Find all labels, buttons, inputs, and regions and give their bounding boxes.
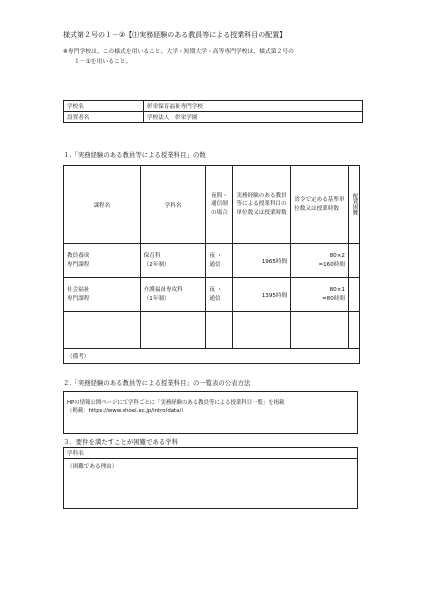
remarks-cell: （備考） bbox=[64, 349, 360, 364]
row-course bbox=[64, 278, 141, 312]
row-std-line2: =80時間 bbox=[322, 295, 345, 302]
header-hours: 実務経験のある教員等による授業科目の単位数又は授業時数 bbox=[233, 166, 291, 244]
note-line-1: ※専門学校は、この様式を用いること。大学・短期大学・高等専門学校は、様式第２号の bbox=[63, 49, 294, 55]
header-department: 学科名 bbox=[140, 166, 206, 244]
header-placement: 配置困難 bbox=[351, 193, 358, 216]
empty-cell bbox=[233, 312, 291, 349]
note-line-2: １－①を用いること。 bbox=[74, 59, 132, 65]
publication-method-box bbox=[63, 391, 358, 434]
row-course-line2: 専門課程 bbox=[67, 261, 90, 268]
header-schedule: 夜間・通信制の場合 bbox=[206, 166, 233, 244]
header-placement-cell bbox=[349, 166, 360, 244]
row-std-line1: 80×1 bbox=[329, 287, 345, 293]
difficulty-reason-label: （困難である理由） bbox=[64, 459, 358, 509]
table-row bbox=[64, 278, 360, 312]
row-placement bbox=[349, 244, 360, 278]
row-department bbox=[140, 278, 206, 312]
row-department bbox=[140, 244, 206, 278]
difficult-department-table bbox=[63, 447, 358, 509]
founder-name-value: 学校法人 彰栄学園 bbox=[144, 112, 363, 123]
header-standard: 省令で定める基準単位数又は授業時数 bbox=[291, 166, 349, 244]
row-sched-line2: 通信 bbox=[209, 295, 221, 302]
empty-cell bbox=[140, 312, 206, 349]
empty-cell bbox=[206, 312, 233, 349]
table-row bbox=[64, 244, 360, 278]
section-3-heading: ３．要件を満たすことが困難である学科 bbox=[63, 438, 179, 446]
row-hours: 1965時間 bbox=[233, 244, 291, 278]
row-dept-line1: 保育科 bbox=[143, 253, 161, 259]
publication-method-cell bbox=[64, 392, 358, 434]
row-dept-line1: 介護福祉専攻科 bbox=[143, 287, 183, 293]
publication-line-1: HPの情報公開ページにて学科ごとに「実務経験のある教員等による授業科目一覧」を掲載 bbox=[67, 400, 285, 406]
row-hours: 1395時間 bbox=[233, 278, 291, 312]
section-1-heading: １.「実務経験のある教員等による授業科目」の数 bbox=[63, 151, 206, 159]
row-placement bbox=[349, 278, 360, 312]
row-schedule bbox=[206, 244, 233, 278]
founder-name-label: 設置者名 bbox=[64, 112, 144, 123]
row-standard bbox=[291, 278, 349, 312]
row-sched-line1: 夜 ・ bbox=[209, 253, 223, 259]
table-row-empty bbox=[64, 312, 360, 349]
row-standard bbox=[291, 244, 349, 278]
course-count-table bbox=[63, 165, 360, 364]
row-schedule bbox=[206, 278, 233, 312]
row-sched-line2: 通信 bbox=[209, 261, 221, 268]
empty-cell bbox=[291, 312, 349, 349]
row-course-line1: 社会福祉 bbox=[67, 287, 90, 293]
header-course: 課程名 bbox=[64, 166, 141, 244]
school-name-value: 彰栄保育福祉専門学校 bbox=[144, 101, 363, 112]
row-course bbox=[64, 244, 141, 278]
row-dept-line2: （1年制） bbox=[143, 295, 170, 302]
publication-line-2: （掲載：https://www.shoei.ac.jp/intro/data/） bbox=[67, 408, 187, 414]
form-note bbox=[63, 47, 363, 67]
empty-cell bbox=[64, 312, 141, 349]
row-std-line1: 80×2 bbox=[329, 253, 345, 259]
row-dept-line2: （2年制） bbox=[143, 261, 170, 268]
row-course-line1: 教員養成 bbox=[67, 253, 90, 259]
department-name-label: 学科名 bbox=[64, 448, 358, 459]
row-sched-line1: 夜 ・ bbox=[209, 287, 223, 293]
form-title: 様式第２号の１－②【⑴実務経験のある教員等による授業科目の配置】 bbox=[63, 31, 287, 39]
row-std-line2: =160時間 bbox=[318, 261, 345, 268]
empty-cell bbox=[349, 312, 360, 349]
row-course-line2: 専門課程 bbox=[67, 295, 90, 302]
school-info-table bbox=[63, 100, 363, 123]
school-name-label: 学校名 bbox=[64, 101, 144, 112]
section-2-heading: ２.「実務経験のある教員等による授業科目」の一覧表の公表方法 bbox=[63, 379, 251, 387]
